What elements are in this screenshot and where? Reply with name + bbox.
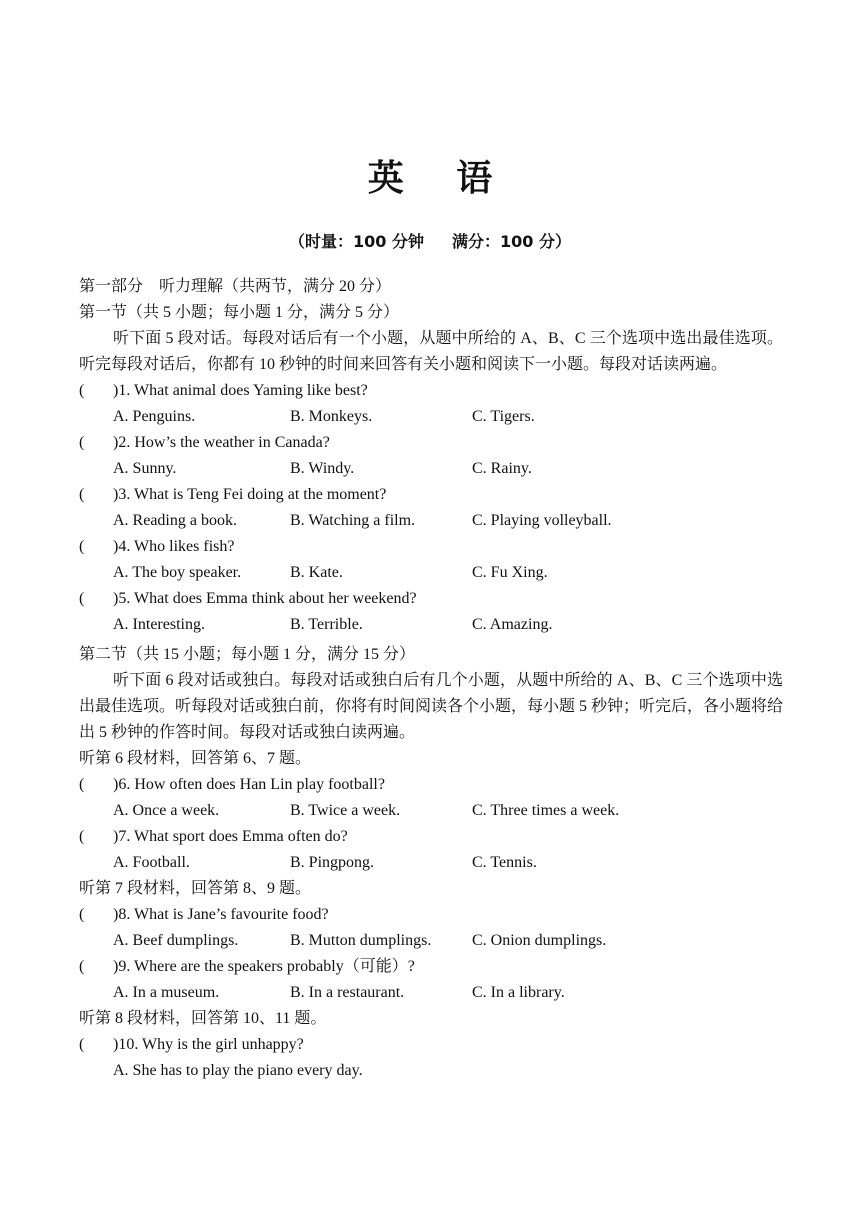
- answer-blank[interactable]: (: [79, 538, 85, 555]
- question-7-options: [79, 850, 783, 876]
- question-9: [79, 954, 783, 980]
- question-4: [79, 534, 783, 560]
- option-a: A. Penguins.: [113, 408, 196, 425]
- exam-content: [79, 274, 783, 1084]
- option-b: B. In a restaurant.: [290, 984, 405, 1001]
- question-8-options: [79, 928, 783, 954]
- question-stem: )4. Who likes fish?: [113, 538, 235, 555]
- option-c: C. Tennis.: [472, 854, 537, 871]
- option-c: C. Three times a week.: [472, 802, 620, 819]
- question-stem: )5. What does Emma think about her weekend?: [113, 590, 417, 607]
- question-10: [79, 1032, 783, 1058]
- question-stem: )10. Why is the girl unhappy?: [113, 1036, 304, 1053]
- question-stem: )2. How’s the weather in Canada?: [113, 434, 330, 451]
- option-b: B. Mutton dumplings.: [290, 932, 432, 949]
- option-b: B. Twice a week.: [290, 802, 401, 819]
- option-a: A. The boy speaker.: [113, 564, 242, 581]
- group8-label: 听第 8 段材料，回答第 10、11 题。: [79, 1010, 327, 1027]
- option-c: C. Playing volleyball.: [472, 512, 612, 529]
- option-b: B. Windy.: [290, 460, 355, 477]
- answer-blank[interactable]: (: [79, 590, 85, 607]
- answer-blank[interactable]: (: [79, 1036, 85, 1053]
- option-c: C. Onion dumplings.: [472, 932, 607, 949]
- option-b: B. Kate.: [290, 564, 343, 581]
- question-7: [79, 824, 783, 850]
- question-3: [79, 482, 783, 508]
- option-c: C. Amazing.: [472, 616, 553, 633]
- section2-instructions: 听下面 6 段对话或独白。每段对话或独白后有几个小题，从题中所给的 A、B、C 三个选项中选出最佳选项。听每段对话或独白前，你将有时间阅读各个小题，每小题 5 秒钟；听完后，各小题将给出 5 秒钟的作答时间。每段对话或独白读两遍。: [79, 672, 784, 741]
- option-a: A. Interesting.: [113, 616, 205, 633]
- question-stem: )8. What is Jane’s favourite food?: [113, 906, 329, 923]
- answer-blank[interactable]: (: [79, 382, 85, 399]
- answer-blank[interactable]: (: [79, 434, 85, 451]
- option-a: A. In a museum.: [113, 984, 220, 1001]
- option-b: B. Terrible.: [290, 616, 363, 633]
- question-5: [79, 586, 783, 612]
- option-a: A. Sunny.: [113, 460, 177, 477]
- option-c: C. Rainy.: [472, 460, 532, 477]
- question-10-options: [79, 1058, 783, 1084]
- option-a: A. Reading a book.: [113, 512, 237, 529]
- question-6-options: [79, 798, 783, 824]
- section2-heading: 第二节（共 15 小题；每小题 1 分，满分 15 分）: [79, 646, 416, 663]
- question-1: [79, 378, 783, 404]
- question-4-options: [79, 560, 783, 586]
- question-8: [79, 902, 783, 928]
- full-score: 满分：100 分）: [452, 232, 571, 251]
- option-a: A. Football.: [113, 854, 190, 871]
- question-1-options: [79, 404, 783, 430]
- option-a: A. Once a week.: [113, 802, 220, 819]
- option-c: C. In a library.: [472, 984, 565, 1001]
- question-2: [79, 430, 783, 456]
- section1-instructions: 听下面 5 段对话。每段对话后有一个小题，从题中所给的 A、B、C 三个选项中选出最佳选项。听完每段对话后，你都有 10 秒钟的时间来回答有关小题和阅读下一小题。每段对话读两遍。: [79, 330, 783, 373]
- group7-label: 听第 7 段材料，回答第 8、9 题。: [79, 880, 312, 897]
- option-b: B. Watching a film.: [290, 512, 416, 529]
- part1-heading: 第一部分 听力理解（共两节，满分 20 分）: [79, 278, 392, 295]
- answer-blank[interactable]: (: [79, 906, 85, 923]
- question-stem: )7. What sport does Emma often do?: [113, 828, 348, 845]
- option-a: A. Beef dumplings.: [113, 932, 239, 949]
- exam-title: 英 语: [367, 158, 513, 199]
- option-c: C. Tigers.: [472, 408, 535, 425]
- question-stem: )9. Where are the speakers probably（可能）?: [113, 958, 415, 975]
- answer-blank[interactable]: (: [79, 828, 85, 845]
- option-c: C. Fu Xing.: [472, 564, 548, 581]
- option-a: A. She has to play the piano every day.: [113, 1062, 363, 1079]
- option-b: B. Monkeys.: [290, 408, 373, 425]
- time-limit: （时量：100 分钟: [289, 232, 424, 251]
- exam-subtitle: [0, 229, 860, 252]
- answer-blank[interactable]: (: [79, 958, 85, 975]
- group6-label: 听第 6 段材料，回答第 6、7 题。: [79, 750, 312, 767]
- section1-heading: 第一节（共 5 小题；每小题 1 分，满分 5 分）: [79, 304, 400, 321]
- question-2-options: [79, 456, 783, 482]
- question-6: [79, 772, 783, 798]
- question-stem: )3. What is Teng Fei doing at the moment?: [113, 486, 387, 503]
- question-stem: )6. How often does Han Lin play football?: [113, 776, 385, 793]
- question-9-options: [79, 980, 783, 1006]
- option-b: B. Pingpong.: [290, 854, 375, 871]
- question-stem: )1. What animal does Yaming like best?: [113, 382, 368, 399]
- question-3-options: [79, 508, 783, 534]
- answer-blank[interactable]: (: [79, 486, 85, 503]
- question-5-options: [79, 612, 783, 638]
- answer-blank[interactable]: (: [79, 776, 85, 793]
